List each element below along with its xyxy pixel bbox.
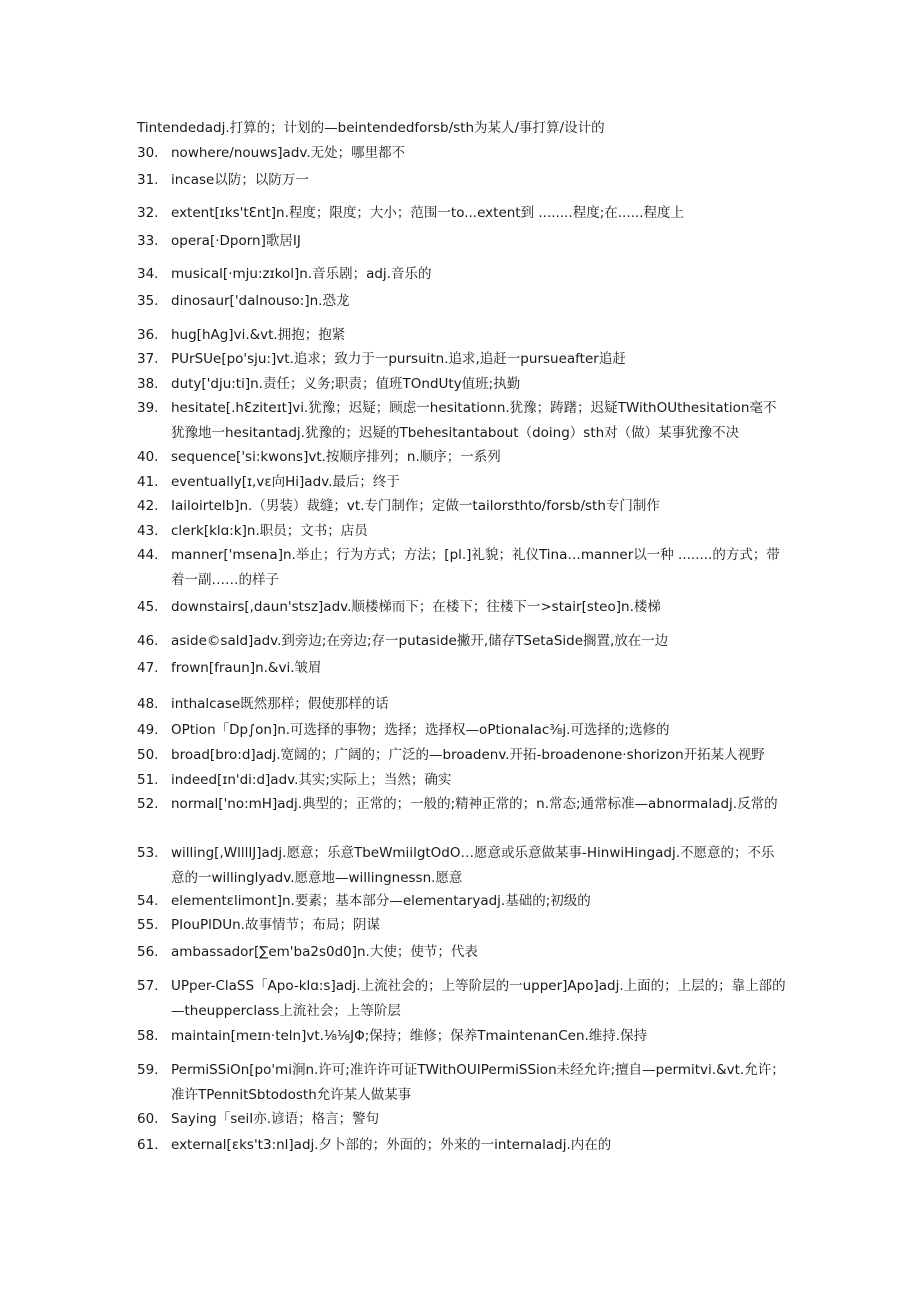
vocab-entry-38 — [137, 372, 787, 397]
entry-number: 47. — [137, 660, 159, 676]
entry-text: broad[bro:d]adj.宽阔的；广阔的；广泛的—broadenv.开拓-broadenone·shorizon开拓某人视野 — [171, 747, 765, 763]
entry-text: willing[,WlllIJ]adj.愿意；乐意TbeWmiilgtOdO…愿意或乐意做某事-HinwiHingadj.不愿意的；不乐意的一willinglyadv.愿意地—willingnessn.愿意 — [171, 845, 775, 886]
entry-text: maintain[meɪn·teln]vt.⅛⅛JΦ;保持；维修；保养TmaintenanCen.维持.保持 — [171, 1028, 648, 1044]
entry-text: eventually[ɪ,vε向Hi]adv.最后；终于 — [171, 474, 400, 490]
entry-text: duty['dju:ti]n.责任；义务;职责；值班TOndUty值班;执勤 — [171, 376, 521, 392]
entry-number: 32. — [137, 205, 159, 221]
vocab-entry-59 — [137, 1058, 787, 1107]
entry-text: frown[fraun]n.&vi.皱眉 — [171, 660, 322, 676]
entry-text: Saying「seiI亦.谚语；格言；警句 — [171, 1111, 380, 1127]
vocab-entry-45 — [137, 595, 787, 620]
entry-number: 41. — [137, 474, 159, 490]
entry-number: 31. — [137, 172, 159, 188]
entry-text: Iailoirtelb]n.（男装）裁缝；vt.专门制作；定做一tailorsthto/forsb/sth专门制作 — [171, 498, 660, 514]
entry-number: 58. — [137, 1028, 159, 1044]
vocab-entry-37 — [137, 347, 787, 372]
entry-number: 48. — [137, 696, 159, 712]
vocab-entry-56 — [137, 940, 787, 965]
entry-number: 33. — [137, 233, 159, 249]
entry-number: 50. — [137, 747, 159, 763]
vocab-entry-49 — [137, 718, 787, 743]
vocab-entry-58 — [137, 1024, 787, 1049]
entry-text: dinosaur['dalnouso:]n.恐龙 — [171, 293, 350, 309]
vocab-entry-30 — [137, 141, 787, 166]
entry-text: PIouPlDUn.故事情节；布局；阴谋 — [171, 917, 380, 933]
entry-number: 40. — [137, 449, 159, 465]
vocab-entry-46 — [137, 629, 787, 654]
entry-text: hesitate[.hƐziteɪt]vi.犹豫；迟疑；顾虑一hesitationn.犹豫；踌躇；迟疑TWithOUthesitation毫不犹豫地一hesitantadj.犹豫的；迟疑的Tbehesitantabout（doing）sth对（做）某事犹豫不决 — [171, 400, 777, 441]
entry-number: 38. — [137, 376, 159, 392]
vocab-entry-47 — [137, 656, 787, 681]
entry-number: 53. — [137, 845, 159, 861]
vocab-entry-32 — [137, 201, 787, 226]
intro-line: Tintendedadj.打算的；计划的—beintendedforsb/sth为某人/事打算/设计的 — [137, 120, 605, 136]
entry-text: UPper-ClaSS「Apo-klɑ:s]adj.上流社会的；上等阶层的一upper]Apo]adj.上面的；上层的；靠上部的—theupperclass上流社会；上等阶层 — [171, 978, 786, 1019]
entry-text: inthalcase既然那样；假使那样的话 — [171, 696, 389, 712]
entry-text: hug[hAg]vi.&vt.拥抱；抱紧 — [171, 327, 346, 343]
entry-text: sequence['si:kwons]vt.按顺序排列；n.顺序；一系列 — [171, 449, 501, 465]
vocab-entry-43 — [137, 519, 787, 544]
entry-text: indeed[ɪn'di:d]adv.其实;实际上；当然；确实 — [171, 772, 452, 788]
entry-number: 43. — [137, 523, 159, 539]
vocab-entry-41 — [137, 470, 787, 495]
entry-number: 59. — [137, 1062, 159, 1078]
entry-number: 45. — [137, 599, 159, 615]
entry-number: 34. — [137, 266, 159, 282]
vocab-entry-51 — [137, 768, 787, 793]
entry-number: 57. — [137, 978, 159, 994]
entry-text: external[ɛks't3:nl]adj.夕卜部的；外面的；外来的一internaladj.内在的 — [171, 1137, 612, 1153]
vocab-entry-34 — [137, 262, 787, 287]
entry-text: PermiSSiOn[po'mi涧n.许可;准许许可证TWithOUIPermiSSion未经允许;擅自—permitvi.&vt.允许；准许TPennitSbtodosth允许某人做某事 — [171, 1062, 785, 1103]
entry-text: nowhere/nouws]adv.无处；哪里都不 — [171, 145, 406, 161]
entry-number: 56. — [137, 944, 159, 960]
entry-text: normal['no:mH]adj.典型的；正常的；一般的;精神正常的；n.常态;通常标准—abnormaladj.反常的 — [171, 796, 778, 812]
entry-number: 35. — [137, 293, 159, 309]
entry-number: 60. — [137, 1111, 159, 1127]
entry-text: elementɛlimont]n.要素；基本部分—elementaryadj.基础的;初级的 — [171, 893, 591, 909]
vocab-entry-50 — [137, 743, 787, 768]
vocab-entry-44 — [137, 543, 787, 592]
vocab-entry-35 — [137, 289, 787, 314]
entry-number: 44. — [137, 547, 159, 563]
entry-number: 61. — [137, 1137, 159, 1153]
entry-number: 54. — [137, 893, 159, 909]
entry-number: 49. — [137, 722, 159, 738]
entry-number: 36. — [137, 327, 159, 343]
vocab-entry-55 — [137, 913, 787, 938]
entry-text: PUrSUe[po'sju:]vt.追求；致力于一pursuitn.追求,追赶一pursueafter追赶 — [171, 351, 626, 367]
entry-number: 46. — [137, 633, 159, 649]
entry-number: 52. — [137, 796, 159, 812]
entry-text: ambassador[∑em'ba2s0d0]n.大使；使节；代表 — [171, 944, 478, 960]
entry-text: OPtion「Dp∫on]n.可选择的事物；选择；选择权—oPtionaIac⅜j.可选择的;选修的 — [171, 722, 670, 738]
vocab-entry-36 — [137, 323, 787, 348]
entry-number: 37. — [137, 351, 159, 367]
entry-text: downstairs[,daun'stsz]adv.顺楼梯而下；在楼下；往楼下一>stair[steo]n.楼梯 — [171, 599, 661, 615]
vocab-entry-40 — [137, 445, 787, 470]
entry-text: extent[ɪks'tƐnt]n.程度；限度；大小；范围一to...extent到 ........程度;在......程度上 — [171, 205, 685, 221]
entry-text: opera[·Dporn]歌居IJ — [171, 233, 301, 249]
entry-text: incase以防；以防万一 — [171, 172, 309, 188]
vocab-entry-52 — [137, 792, 787, 817]
entry-number: 51. — [137, 772, 159, 788]
entry-number: 39. — [137, 400, 159, 416]
vocab-entry-48 — [137, 692, 787, 717]
entry-number: 55. — [137, 917, 159, 933]
entry-text: clerk[klɑ:k]n.职员；文书；店员 — [171, 523, 368, 539]
vocab-entry-61 — [137, 1133, 787, 1158]
vocab-entry-53 — [137, 841, 787, 890]
vocab-entry-57 — [137, 974, 787, 1023]
vocab-entry-60 — [137, 1107, 787, 1132]
entry-text: manner['msena]n.举止；行为方式；方法；[pl.]礼貌；礼仪Tina…manner以一种 ........的方式；带着一副……的样子 — [171, 547, 780, 588]
vocab-entry-54 — [137, 889, 787, 914]
vocab-entry-31 — [137, 168, 787, 193]
entry-number: 30. — [137, 145, 159, 161]
entry-number: 42. — [137, 498, 159, 514]
vocab-entry-33 — [137, 229, 787, 254]
vocab-entry-42 — [137, 494, 787, 519]
entry-text: aside©sald]adv.到旁边;在旁边;存一putaside撇开,储存TSetaSide搁置,放在一边 — [171, 633, 669, 649]
entry-text: musical[·mju:zɪkol]n.音乐剧；adj.音乐的 — [171, 266, 432, 282]
vocab-entry-39 — [137, 396, 787, 445]
